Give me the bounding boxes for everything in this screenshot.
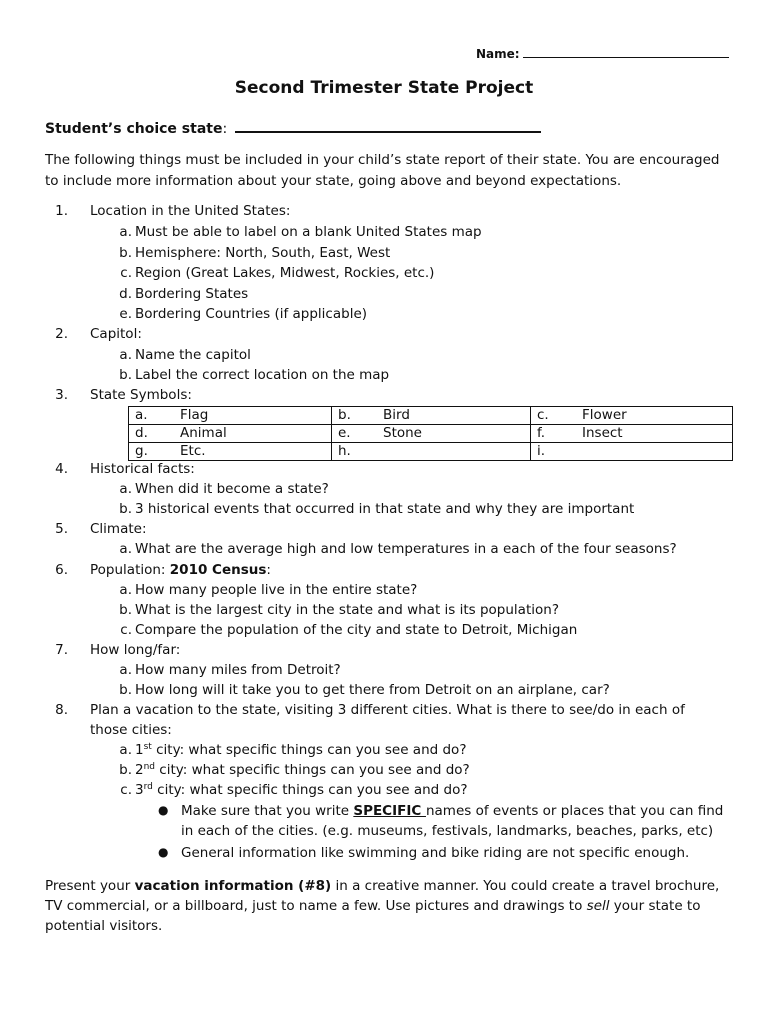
item-text: How long/far: (90, 642, 181, 658)
cell-text: Stone (383, 425, 422, 441)
bullet-text-part: names of events or places that you can find (425, 803, 724, 819)
item-number: 5. (55, 521, 68, 537)
sub-letter: a. (119, 347, 132, 363)
sub-text: When did it become a state? (135, 481, 329, 497)
ordinal-suffix: st (143, 742, 152, 752)
item-number: 8. (55, 702, 68, 718)
sub-text: Region (Great Lakes, Midwest, Rockies, etc.) (135, 265, 435, 281)
sub-text (135, 742, 466, 758)
bullet-text: General information like swimming and bike riding are not specific enough. (181, 845, 690, 861)
choice-blank[interactable] (235, 119, 541, 133)
cell-letter: a. (135, 407, 148, 423)
item-text: Plan a vacation to the state, visiting 3 different cities. What is there to see/do in each of (90, 702, 685, 718)
vacation-info-emphasis: vacation information (#8) (134, 878, 332, 894)
sub-letter: a. (119, 224, 132, 240)
census-label: 2010 Census (169, 562, 267, 578)
bullet-icon: ● (158, 803, 169, 817)
sub-letter: c. (120, 782, 132, 798)
cell-letter: f. (537, 425, 546, 441)
state-symbols-table (128, 406, 733, 461)
cell-letter: b. (338, 407, 351, 423)
choice-label: Student’s choice state (45, 121, 223, 137)
sub-text: Label the correct location on the map (135, 367, 390, 383)
table-cell (332, 425, 531, 443)
table-row (129, 407, 733, 425)
item-text: Capitol: (90, 326, 142, 342)
choice-colon: : (222, 121, 228, 137)
item-text (90, 562, 271, 578)
bullet-text-part: Make sure that you write (181, 803, 354, 819)
sub-text: Hemisphere: North, South, East, West (135, 245, 391, 261)
item-text-part: Population: (90, 562, 170, 578)
sub-letter: b. (119, 762, 132, 778)
cell-text: Insect (582, 425, 623, 441)
sub-letter: c. (120, 622, 132, 638)
sub-letter: e. (119, 306, 132, 322)
closing-text: in a creative manner. You could create a travel brochure, TV commercial, or a billboard, just to name a few. Use pictures and drawings to (45, 878, 720, 914)
table-row (129, 425, 733, 443)
cell-letter: e. (338, 425, 351, 441)
page-title: Second Trimester State Project (234, 78, 534, 98)
bullet-text-continued: in each of the cities. (e.g. museums, festivals, landmarks, beaches, parks, etc) (181, 823, 714, 839)
name-field (476, 45, 729, 61)
table-row (129, 443, 733, 461)
specific-emphasis: SPECIFIC (353, 803, 426, 819)
item-number: 3. (55, 387, 68, 403)
item-text: Historical facts: (90, 461, 195, 477)
sub-text: How many miles from Detroit? (135, 662, 341, 678)
sub-text-body: city: what specific things can you see and do? (151, 742, 467, 758)
table-cell (332, 443, 531, 461)
sub-text: Bordering States (135, 286, 249, 302)
sub-text-body: city: what specific things can you see and do? (152, 782, 468, 798)
sub-text: Must be able to label on a blank United States map (135, 224, 482, 240)
cell-text: Etc. (180, 443, 206, 459)
cell-letter: c. (537, 407, 549, 423)
sub-letter: a. (119, 662, 132, 678)
cell-text: Bird (383, 407, 410, 423)
item-number: 6. (55, 562, 68, 578)
sub-letter: c. (120, 265, 132, 281)
item-text: Climate: (90, 521, 147, 537)
sub-text: Compare the population of the city and state to Detroit, Michigan (135, 622, 578, 638)
item-text: State Symbols: (90, 387, 192, 403)
name-label: Name: (476, 47, 520, 61)
sub-letter: a. (119, 742, 132, 758)
sub-text: How many people live in the entire state? (135, 582, 418, 598)
closing-text: your state to potential visitors. (45, 898, 701, 934)
sub-text-body: city: what specific things can you see and do? (155, 762, 470, 778)
cell-letter: h. (338, 443, 351, 459)
sub-letter: b. (119, 602, 132, 618)
sub-letter: a. (119, 481, 132, 497)
sub-letter: a. (119, 541, 132, 557)
item-text-continued: those cities: (90, 722, 172, 738)
cell-text: Animal (180, 425, 227, 441)
bullet-icon: ● (158, 845, 169, 859)
table-cell (531, 443, 733, 461)
bullet-text (181, 803, 723, 819)
sell-emphasis: sell (586, 898, 610, 914)
item-text: Location in the United States: (90, 203, 291, 219)
sub-text (135, 782, 468, 798)
item-number: 4. (55, 461, 68, 477)
sub-text: Bordering Countries (if applicable) (135, 306, 368, 322)
table-cell (129, 443, 332, 461)
cell-letter: g. (135, 443, 148, 459)
cell-text: Flower (582, 407, 627, 423)
intro-paragraph: The following things must be included in your child’s state report of their state. You are encouraged to include more information about your state, going above and beyond expectations. (45, 152, 720, 189)
sub-letter: b. (119, 682, 132, 698)
item-number: 2. (55, 326, 68, 342)
ordinal: 1 (135, 742, 144, 758)
table-cell (531, 407, 733, 425)
table-cell (332, 407, 531, 425)
sub-text (135, 762, 470, 778)
cell-text: Flag (180, 407, 209, 423)
table-cell (531, 425, 733, 443)
sub-text: How long will it take you to get there from Detroit on an airplane, car? (135, 682, 610, 698)
choice-state-field (45, 119, 541, 137)
table-cell (129, 425, 332, 443)
cell-letter: i. (537, 443, 546, 459)
ordinal: 2 (135, 762, 144, 778)
sub-text: What is the largest city in the state and what is its population? (135, 602, 559, 618)
sub-letter: d. (119, 286, 132, 302)
table-cell (129, 407, 332, 425)
item-number: 1. (55, 203, 68, 219)
ordinal-suffix: rd (143, 782, 153, 792)
closing-paragraph (45, 876, 725, 936)
cell-letter: d. (135, 425, 148, 441)
sub-letter: b. (119, 367, 132, 383)
sub-text: What are the average high and low temperatures in a each of the four seasons? (135, 541, 677, 557)
sub-letter: b. (119, 501, 132, 517)
ordinal: 3 (135, 782, 144, 798)
closing-text: Present your (45, 878, 135, 894)
item-text-part: : (266, 562, 271, 578)
item-number: 7. (55, 642, 68, 658)
sub-text: Name the capitol (135, 347, 251, 363)
sub-text: 3 historical events that occurred in that state and why they are important (135, 501, 635, 517)
sub-letter: b. (119, 245, 132, 261)
sub-letter: a. (119, 582, 132, 598)
name-blank[interactable] (523, 45, 729, 58)
ordinal-suffix: nd (143, 762, 156, 772)
